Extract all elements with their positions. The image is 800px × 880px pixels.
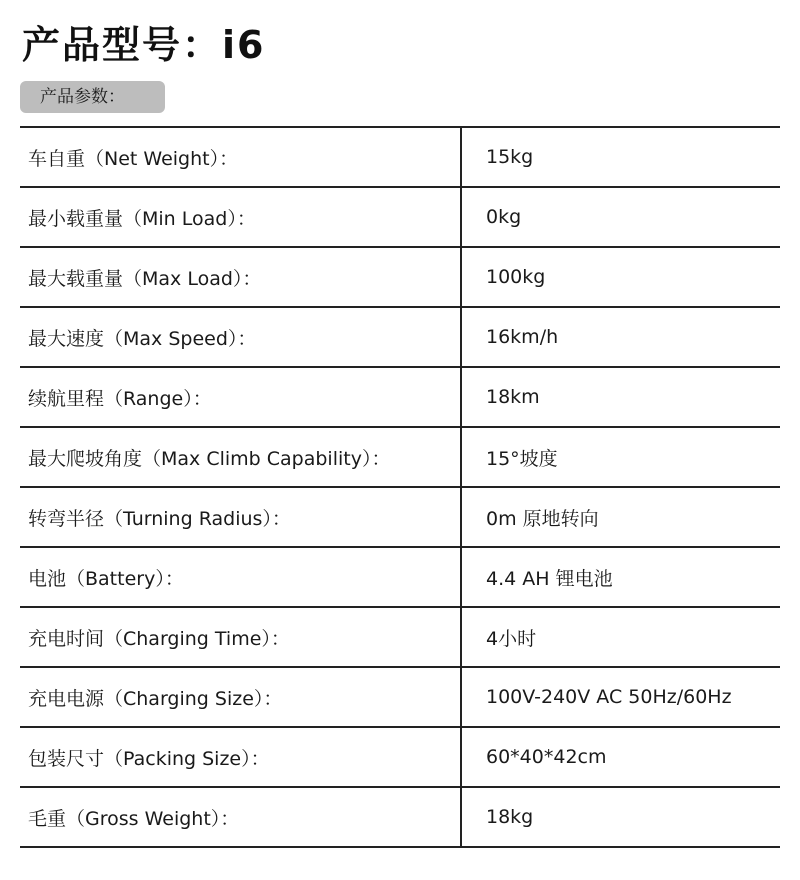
table-row [20, 667, 780, 727]
spec-value: 0kg [461, 187, 780, 247]
table-row [20, 187, 780, 247]
spec-label: 最大速度（Max Speed）： [20, 307, 461, 367]
table-row [20, 307, 780, 367]
table-row [20, 247, 780, 307]
spec-label: 充电时间（Charging Time）： [20, 607, 461, 667]
table-row [20, 427, 780, 487]
spec-value: 100V-240V AC 50Hz/60Hz [461, 667, 780, 727]
spec-value: 0m 原地转向 [461, 487, 780, 547]
spec-label: 电池（Battery）： [20, 547, 461, 607]
spec-label: 最小载重量（Min Load）： [20, 187, 461, 247]
spec-label: 车自重（Net Weight）： [20, 127, 461, 187]
spec-label: 续航里程（Range）： [20, 367, 461, 427]
table-row [20, 787, 780, 847]
table-row [20, 127, 780, 187]
table-row [20, 367, 780, 427]
spec-value: 18kg [461, 787, 780, 847]
product-model-title: 产品型号：i6 [22, 23, 266, 67]
spec-label: 包装尺寸（Packing Size）： [20, 727, 461, 787]
table-row [20, 487, 780, 547]
section-label-badge: 产品参数： [20, 81, 165, 113]
spec-value: 15kg [461, 127, 780, 187]
table-row [20, 607, 780, 667]
spec-value: 4.4 AH 锂电池 [461, 547, 780, 607]
spec-table [20, 126, 780, 848]
table-row [20, 727, 780, 787]
table-row [20, 547, 780, 607]
spec-value: 4小时 [461, 607, 780, 667]
spec-value: 15°坡度 [461, 427, 780, 487]
spec-value: 18km [461, 367, 780, 427]
spec-label: 毛重（Gross Weight）： [20, 787, 461, 847]
spec-table-body [20, 127, 780, 847]
spec-label: 转弯半径（Turning Radius）： [20, 487, 461, 547]
spec-label: 充电电源（Charging Size）： [20, 667, 461, 727]
spec-value: 100kg [461, 247, 780, 307]
spec-label: 最大爬坡角度（Max Climb Capability）： [20, 427, 461, 487]
spec-label: 最大载重量（Max Load）： [20, 247, 461, 307]
spec-value: 60*40*42cm [461, 727, 780, 787]
spec-value: 16km/h [461, 307, 780, 367]
